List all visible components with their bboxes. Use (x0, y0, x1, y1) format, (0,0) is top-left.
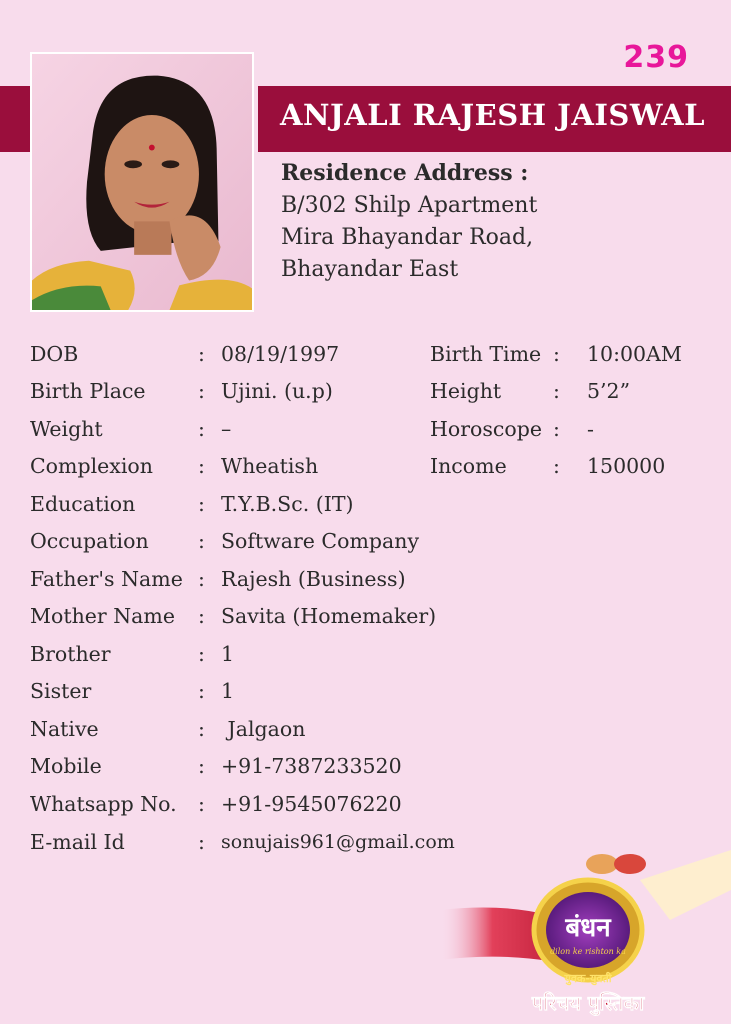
detail-label: Father's Name (30, 567, 183, 591)
detail-colon: : (553, 379, 560, 403)
detail-label: Sister (30, 679, 92, 703)
detail-label: Birth Place (30, 379, 146, 403)
detail-label: Weight (30, 417, 103, 441)
detail-label: Mother Name (30, 604, 175, 628)
logo-tagline: dilon ke rishton ka (550, 947, 626, 956)
detail-colon: : (198, 679, 205, 703)
detail-colon: : (553, 342, 560, 366)
light-rays (640, 850, 731, 920)
detail-label: Horoscope (430, 417, 542, 441)
profile-name: ANJALI RAJESH JAISWAL (280, 98, 705, 132)
profile-photo (30, 52, 254, 312)
detail-value: 150000 (587, 454, 666, 478)
bandhan-logo (440, 850, 731, 1024)
detail-colon: : (198, 642, 205, 666)
detail-colon: : (553, 454, 560, 478)
detail-colon: : (198, 492, 205, 516)
detail-label: Complexion (30, 454, 153, 478)
address-line-3: Bhayandar East (281, 257, 459, 282)
detail-value: 5’2” (587, 379, 631, 403)
detail-label: Height (430, 379, 502, 403)
detail-value: Ujini. (u.p) (221, 379, 333, 403)
header-band-left (0, 86, 30, 152)
portrait-image (32, 54, 252, 310)
page-number: 239 (623, 40, 689, 75)
detail-value: sonujais961@gmail.com (221, 831, 455, 853)
address-label: Residence Address : (281, 160, 529, 186)
detail-label: Brother (30, 642, 111, 666)
detail-value: T.Y.B.Sc. (IT) (221, 492, 354, 516)
detail-label: E-mail Id (30, 830, 125, 854)
logo-subtitle-top: युवक-युवती (564, 972, 612, 985)
detail-colon: : (198, 454, 205, 478)
detail-colon: : (198, 792, 205, 816)
detail-colon: : (198, 379, 205, 403)
detail-colon: : (198, 717, 205, 741)
detail-colon: : (198, 417, 205, 441)
detail-label: Income (430, 454, 507, 478)
address-line-1: B/302 Shilp Apartment (281, 193, 538, 218)
logo-title: बंधन (565, 913, 611, 943)
detail-value: Wheatish (221, 454, 319, 478)
detail-value: Jalgaon (221, 717, 306, 741)
detail-value: 1 (221, 642, 235, 666)
detail-value: 08/19/1997 (221, 342, 340, 366)
detail-value: 10:00AM (587, 342, 682, 366)
couple-figure (614, 854, 646, 874)
detail-value: Software Company (221, 529, 420, 553)
detail-label: DOB (30, 342, 79, 366)
detail-colon: : (198, 754, 205, 778)
detail-label: Education (30, 492, 136, 516)
detail-value: 1 (221, 679, 235, 703)
detail-value: - (587, 417, 594, 441)
detail-colon: : (198, 342, 205, 366)
detail-value: Rajesh (Business) (221, 567, 406, 591)
detail-label: Mobile (30, 754, 102, 778)
detail-label: Occupation (30, 529, 149, 553)
couple-figure (586, 854, 618, 874)
detail-colon: : (198, 830, 205, 854)
detail-label: Native (30, 717, 99, 741)
detail-value: Savita (Homemaker) (221, 604, 437, 628)
detail-label: Birth Time (430, 342, 542, 366)
address-line-2: Mira Bhayandar Road, (281, 225, 534, 250)
detail-value: – (221, 417, 232, 441)
detail-colon: : (198, 567, 205, 591)
detail-colon: : (198, 529, 205, 553)
detail-colon: : (553, 417, 560, 441)
detail-colon: : (198, 604, 205, 628)
logo-subtitle-bottom: परिचय पुस्तिका (531, 991, 645, 1015)
detail-value: +91-9545076220 (221, 792, 402, 816)
detail-label: Whatsapp No. (30, 792, 177, 816)
detail-value: +91-7387233520 (221, 754, 402, 778)
